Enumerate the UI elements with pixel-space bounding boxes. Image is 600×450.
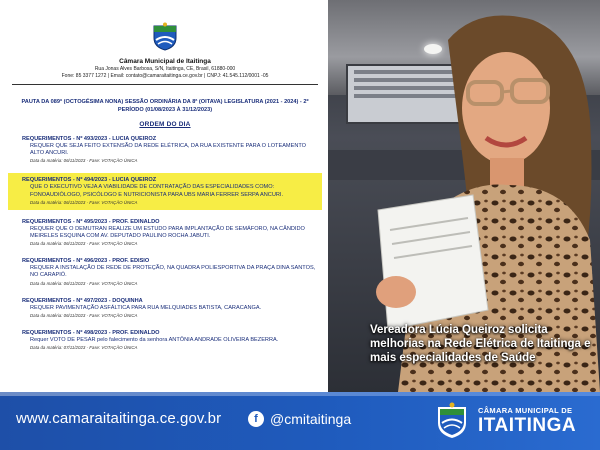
req-meta: Data da matéria: 06/11/2023 · Fase: VOTAÇÃO ÚNICA: [30, 312, 138, 318]
req-meta: Data da matéria: 06/11/2023 · Fase: VOTAÇÃO ÚNICA: [30, 280, 138, 286]
req-body: REQUER QUE SEJA FEITO EXTENSÃO DA REDE ELÉTRICA, DA RUA EXISTENTE PARA O LOTEAMENTO ALTO ANCURI.: [30, 143, 307, 157]
req-body: REQUER A INSTALAÇÃO DE REDE DE PROTEÇÃO, NA QUADRA POLIESPORTIVA DA PRAÇA DINA SANTOS, NO CARAPIÓ.: [30, 265, 316, 279]
req-body: REQUER PAVIMENTAÇÃO ASFÁLTICA PARA RUA MELQUIADES BATISTA, CARACANGA.: [30, 304, 262, 311]
req-title: REQUERIMENTOS - Nº 498/2023 - PROF. EDINALDO: [22, 329, 160, 336]
req-title: REQUERIMENTOS - Nº 497/2023 - DOQUINHA: [22, 297, 143, 304]
header-divider: [12, 84, 318, 85]
website-link[interactable]: www.camaraitaitinga.ce.gov.br: [16, 410, 222, 427]
document-header: [12, 22, 318, 85]
councilwoman-photo: [328, 0, 600, 392]
list-item: [12, 328, 318, 353]
req-title: REQUERIMENTOS - Nº 495/2023 - PROF. EDINALDO: [22, 218, 160, 225]
institution-name: Câmara Municipal de Itaitinga: [119, 58, 211, 65]
requerimentos-list: [12, 134, 318, 353]
req-meta: Data da matéria: 06/11/2023 · Fase: VOTAÇÃO ÚNICA: [30, 199, 138, 205]
req-body: Requer VOTO DE PESAR pelo falecimento da senhora ANTÔNIA ANDRADE OLIVEIRA BEZERRA.: [30, 336, 279, 343]
order-of-day-heading: ORDEM DO DIA: [139, 121, 191, 128]
brand-main: ITAITINGA: [478, 415, 577, 436]
list-item: [12, 296, 318, 321]
social-link[interactable]: [248, 410, 351, 428]
municipal-crest-icon: [150, 22, 180, 52]
photo-caption: Vereadora Lúcia Queiroz solicita melhorias na Rede Elétrica de Itaitinga e mais especialidades de Saúde: [370, 324, 591, 364]
list-item: [12, 134, 318, 166]
req-title: REQUERIMENTOS - Nº 493/2023 - LUCIA QUEIROZ: [22, 136, 157, 142]
list-item: [12, 256, 318, 288]
municipal-crest-icon: [432, 401, 472, 441]
req-title: REQUERIMENTOS - Nº 496/2023 - PROF. EDISIO: [22, 258, 150, 265]
req-meta: Data da matéria: 06/11/2023 · Fase: VOTAÇÃO ÚNICA: [30, 241, 138, 247]
list-item: [12, 217, 318, 249]
footer-bar: [0, 392, 600, 450]
req-title: REQUERIMENTOS - Nº 494/2023 - LUCIA QUEIROZ: [22, 177, 157, 184]
brand-text: [478, 406, 576, 436]
req-meta: Data da matéria: 06/11/2023 · Fase: VOTAÇÃO ÚNICA: [30, 158, 138, 164]
req-body: REQUER QUE O DEMUTRAN REALIZE UM ESTUDO PARA IMPLANTAÇÃO DE SEMÁFORO, NA CÂNDIDO MEIRELES ESQUINA COM AV. DEPUTADO PAULINO ROCHA JABUTI.: [30, 225, 305, 240]
facebook-icon: f: [248, 411, 264, 427]
session-agenda-title: PAUTA DA 089ª (OCTOGÉSIMA NONA) SESSÃO ORDINÁRIA DA 8ª (OITAVA) LEGISLATURA (2021 - 2024) - 2º PERÍODO (01/08/2023 À 31/12/2023): [21, 99, 309, 113]
list-item-highlighted: [8, 173, 322, 209]
req-meta: Data da matéria: 07/11/2023 · Fase: VOTAÇÃO ÚNICA: [30, 345, 138, 351]
agenda-document: [0, 0, 328, 392]
institution-address: Rua Jonas Alves Barbosa, S/N, Itaitinga, CE, Brasil, 61880-000: [94, 66, 236, 72]
req-body: QUE O EXECUTIVO VEJA A VIABILIDADE DE CONTRATAÇÃO DAS ESPECIALIDADES COMO: FONOAUDIÓLOGO, PSICÓLOGO E NUTRICIONISTA PARA UBS MARIA FERRER SERPA ANCURI.: [30, 184, 284, 198]
brand-logo: [432, 398, 592, 444]
social-handle: @cmitaitinga: [270, 411, 352, 427]
brand-top: CÂMARA MUNICIPAL DE: [478, 406, 573, 415]
institution-contact: Fone: 85 3377 1272 | Email: contato@camaraitaitinga.ce.gov.br | CNPJ: 41.545.112/0001 -05: [61, 73, 269, 79]
